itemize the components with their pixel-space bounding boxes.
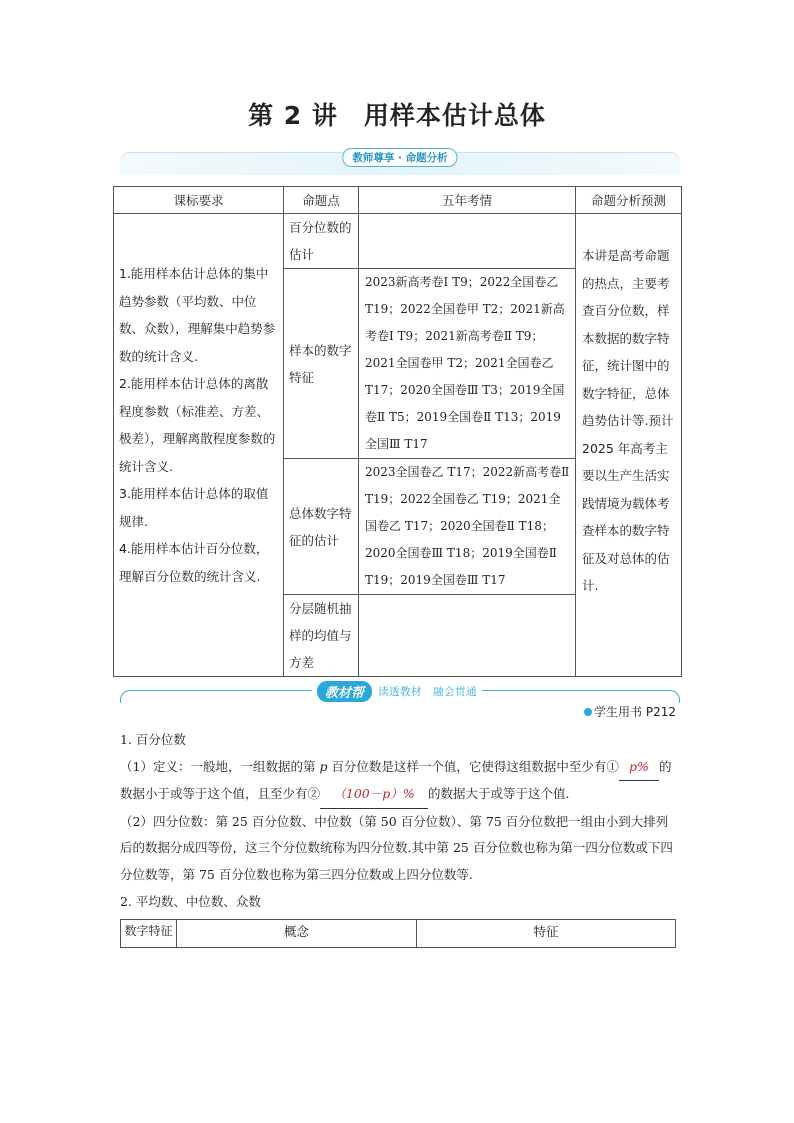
requirements-text: 1.能用样本估计总体的集中趋势参数（平均数、中位数、众数），理解集中趋势参数的统计含义. 2.能用样本估计总体的离散程度参数（标准差、方差、极差），理解离散程度参数的统计含义. 3.能用样本估计总体的取值规律. 4.能用样本估计百分位数，理解百分位数的统计含义. <box>119 266 276 584</box>
header-topic: 命题点 <box>284 187 359 214</box>
def-text: 百分位数是这样一个值，它使得这组数据中至少有① <box>327 758 619 774</box>
table-row <box>114 214 682 269</box>
header-exams: 五年考情 <box>359 187 576 214</box>
textbook-banner <box>120 681 680 705</box>
teacher-banner <box>120 148 680 178</box>
topic-cell: 百分位数的估计 <box>284 214 359 269</box>
topic-cell <box>284 269 359 459</box>
topic-cell <box>284 459 359 595</box>
header-requirements: 课标要求 <box>114 187 284 214</box>
answer-blank-2: （100－p）% <box>320 781 428 809</box>
header-prediction: 命题分析预测 <box>576 187 682 214</box>
section-percentile <box>120 727 680 916</box>
banner-tag <box>312 681 482 702</box>
exam-cell <box>359 595 576 677</box>
exam-cell <box>359 214 576 269</box>
header-concept: 概念 <box>177 920 417 948</box>
section-heading: 1. 百分位数 <box>120 732 186 747</box>
header-feature: 数字特征 <box>121 920 177 948</box>
topic-text: 总体数字特征的估计 <box>289 505 352 548</box>
topic-text: 样本的数字特征 <box>289 342 352 385</box>
prediction-cell: 本讲是高考命题的热点，主要考查百分位数，样本数据的数字特征，统计图中的数字特征，总体趋势估计等.预计 2025 年高考主要以生产生活实践情境为载体考查样本的数字特征及对总体的估计. <box>576 214 682 677</box>
reference-text: 学生用书 P212 <box>594 705 676 719</box>
stats-table <box>120 919 676 948</box>
textbook-label: 教材帮 <box>317 681 372 702</box>
answer-blank-1: p% <box>619 754 659 782</box>
table-header-row <box>121 920 676 948</box>
header-trait: 特征 <box>417 920 676 948</box>
banner-label: 教师尊享 · 命题分析 <box>342 148 457 167</box>
table-header-row <box>114 187 682 214</box>
exam-cell: 2023新高考卷Ⅰ T9；2022全国卷乙 T19；2022全国卷甲 T2；2021新高考卷Ⅰ T9；2021新高考卷Ⅱ T9；2021全国卷甲 T2；2021全国卷乙 T17；2020全国卷Ⅲ T3；2019全国卷Ⅱ T5；2019全国卷Ⅱ T13；2019全国Ⅲ T17 <box>359 269 576 459</box>
definition-paragraph <box>120 754 680 809</box>
book-reference <box>584 703 676 720</box>
section-heading: 2. 平均数、中位数、众数 <box>120 894 261 909</box>
def-text: （1）定义：一般地，一组数据的第 <box>120 758 320 774</box>
page-title: 第 2 讲 用样本估计总体 <box>248 101 546 130</box>
bullet-icon <box>584 708 592 716</box>
exam-cell: 2023全国卷乙 T17；2022新高考卷Ⅱ T19；2022全国卷乙 T19；2021全国卷乙 T17；2020全国卷Ⅱ T18；2020全国卷Ⅲ T18；2019全国卷Ⅱ T19；2019全国卷Ⅲ T17 <box>359 459 576 595</box>
textbook-sub: 读透教材 融会贯通 <box>378 686 478 698</box>
def-text: 的数据小于或等于这个值，且至少有② <box>120 758 672 801</box>
requirements-cell <box>114 214 284 677</box>
topic-cell: 分层随机抽样的均值与方差 <box>284 595 359 677</box>
analysis-table <box>113 186 682 677</box>
def-text: 的数据大于或等于这个值. <box>428 786 570 801</box>
def-var: p <box>319 758 328 774</box>
quartile-paragraph: （2）四分位数：第 25 百分位数、中位数（第 50 百分位数）、第 75 百分位数把一组由小到大排列后的数据分成四等份，这三个分位数统称为四分位数.其中第 25 百分位数也称为第一四分位数或下四分位数等，第 75 百分位数也称为第三四分位数或上四分位数等. <box>120 813 673 882</box>
